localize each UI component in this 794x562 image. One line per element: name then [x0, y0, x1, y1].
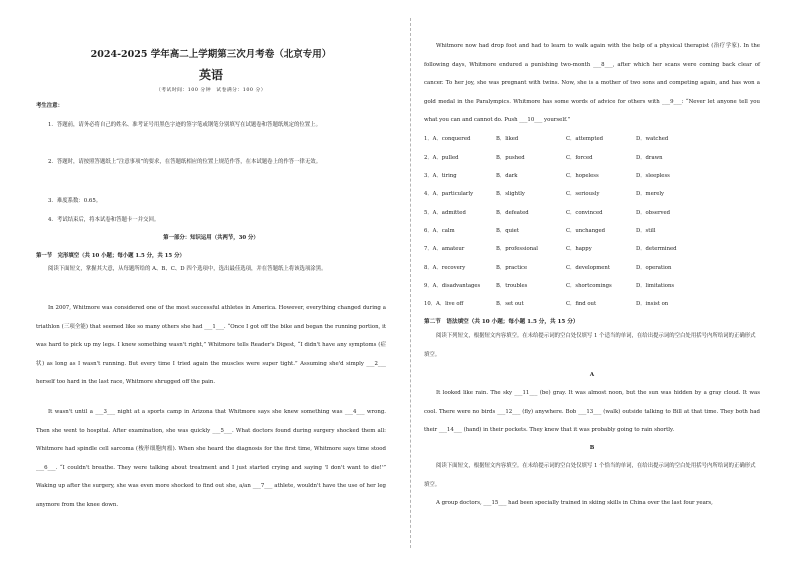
section1-heading: 第一节 完形填空（共 10 小题；每小题 1.5 分，共 15 分）	[36, 253, 185, 259]
option-2-a: 2．A．pulled	[424, 155, 459, 161]
passage-a-label: A	[589, 372, 595, 378]
option-7-d: D．determined	[636, 246, 677, 252]
option-4-d: D．merely	[636, 191, 665, 197]
option-7-a: 7．A．amateur	[424, 246, 465, 252]
option-1-a: 1．A．conquered	[424, 136, 471, 142]
option-10-b: B．set out	[496, 301, 524, 307]
option-3-d: D．sleepless	[636, 173, 670, 179]
option-3-b: B．dark	[496, 173, 518, 179]
option-1-b: B．liked	[496, 136, 519, 142]
option-5-d: D．observed	[636, 210, 671, 216]
option-8-c: C．development	[566, 265, 610, 271]
option-8-b: B．practice	[496, 265, 528, 271]
part1-heading: 第一部分：知识运用（共两节，30 分）	[163, 235, 259, 241]
option-2-d: D．drawn	[636, 155, 663, 161]
option-9-a: 9．A．disadvantages	[424, 283, 481, 289]
passage-paragraph-1: In 2007, Whitmore was considered one of the most successful athletes in America. However, everything changed during a triathlon (三项全能) that seemed like so many others she had ___1___. “Once I got off the bike and began the running portion, it was hard to pick up my legs. I knew something wasn't right,” Whitmore tells Reader's Digest, “I didn't have any symptoms (症状) as long as I wasn't running. But every time I tried again the muscles were super tight.” Assuming she'd simply ___2___ herself too hard in the last race, Whitmore shrugged off the pain.	[36, 305, 386, 385]
option-4-c: C．seriously	[566, 191, 600, 197]
page-divider	[410, 18, 411, 548]
option-6-c: C．unchanged	[566, 228, 606, 234]
section2-heading: 第二节 语法填空（共 10 小题；每小题 1.5 分，共 15 分）	[424, 319, 579, 325]
passage-paragraph-2: It wasn't until a ___3___ night at a sports camp in Arizona that Whitmore says she knew something was ___4___ wrong. Then she went to hospital. After examination, she was quickly ___5___. What doctors found during surgery shocked them all: Whitmore had spindle cell sarcoma (梭形细胞肉瘤). When she heard the diagnosis for the first time, Whitmore says time stood ___6___. “I couldn't breathe. They were talking about treatment and I just started crying and saying 'I don't want to die!'” Waking up after the surgery, she was even more shocked to find out she, a/an ___7___ athlete, wouldn't have the use of her leg anymore from the knee down.	[36, 409, 386, 508]
option-3-a: 3．A．tiring	[424, 173, 457, 179]
option-7-c: C．happy	[566, 246, 592, 252]
option-8-a: 8．A．recovery	[424, 265, 466, 271]
passage-a: It looked like rain. The sky ___11___ (be) gray. It was almost noon, but the sun was hidden by a gray cloud. It was cool. There were no birds ___12___ (fly) anywhere. Bob ___13___ (walk) outside talking to Bill at that time. They both had their ___14___ (hand) in their pockets. They knew that it was probably going to rain shortly.	[424, 390, 760, 433]
option-2-c: C．forced	[566, 155, 593, 161]
section1-instructions: 阅读下面短文，掌握其大意，从每题所给的 A、B、C、D 四个选项中，选出最佳选项，并在答题纸上将该选项涂黑。	[48, 266, 327, 272]
option-2-b: B．pushed	[496, 155, 525, 161]
notice-3: 3．难度系数：0.65。	[48, 198, 102, 204]
option-7-b: B．professional	[496, 246, 538, 252]
notice-2: 2．答题时，请按照答题纸上“注意事项”的要求，在答题纸相应的位置上规范作答，在本试题卷上的作答一律无效。	[48, 159, 322, 165]
option-5-a: 5．A．admitted	[424, 210, 466, 216]
option-4-a: 4．A．particularly	[424, 191, 474, 197]
passage-b-label: B	[589, 445, 595, 451]
notice-1: 1．答题前，请务必将自己的姓名、准考证号用黑色字迹的签字笔或钢笔分别填写在试题卷和答题纸规定的位置上。	[48, 122, 321, 128]
option-10-d: D．insist on	[636, 301, 669, 307]
passage-paragraph-3: Whitmore now had drop foot and had to learn to walk again with the help of a physical therapist (治疗学家). In the following days, Whitmore endured a punishing two-month ___8___, after which her scans were coming back clear of cancer. To her joy, she was pregnant with twins. Now, she is a mother of two sons and competing again, and has won a gold medal in the Paralympics. Whitmore has some words of advice for others with ___9___: “Never let anyone tell you what you can and cannot do. Push ___10___ yourself.”	[424, 43, 760, 123]
section2-instructions-b: 阅读下面短文，根据短文内容填空。在未给提示词的空白处仅填写 1 个恰当的单词，在给出提示词的空白处用括号内所给词的正确形式填空。	[424, 463, 756, 488]
option-9-d: D．limitations	[636, 283, 675, 289]
option-5-b: B．defeated	[496, 210, 529, 216]
notice-heading: 考生注意：	[36, 103, 63, 109]
option-8-d: D．operation	[636, 265, 672, 271]
option-5-c: C．convinced	[566, 210, 603, 216]
passage-b: A group doctors, ___15___ had been specially trained in skiing skills in China over the last four years,	[436, 500, 713, 506]
option-9-b: B．troubles	[496, 283, 528, 289]
exam-info: （考试时间：100 分钟 试卷满分：100 分）	[155, 88, 267, 93]
option-6-a: 6．A．calm	[424, 228, 455, 234]
option-1-c: C．attempted	[566, 136, 603, 142]
option-10-a: 10．A．live off	[424, 301, 464, 307]
option-6-d: D．still	[636, 228, 656, 234]
option-4-b: B．slightly	[496, 191, 525, 197]
subject-heading: 英语	[198, 68, 223, 82]
option-3-c: C．hopeless	[566, 173, 599, 179]
option-10-c: C．find out	[566, 301, 597, 307]
section2-instructions-a: 阅读下列短文，根据短文内容填空。在未给提示词的空白处仅填写 1 个适当的单词，在给出提示词的空白处用括号内所给词的正确形式填空。	[424, 333, 756, 358]
exam-title: 2024-2025 学年高二上学期第三次月考卷（北京专用）	[90, 49, 332, 60]
notice-4: 4．考试结束后，将本试卷和答题卡一并交回。	[48, 217, 160, 223]
option-6-b: B．quiet	[496, 228, 519, 234]
option-1-d: D．watched	[636, 136, 669, 142]
option-9-c: C．shortcomings	[566, 283, 612, 289]
